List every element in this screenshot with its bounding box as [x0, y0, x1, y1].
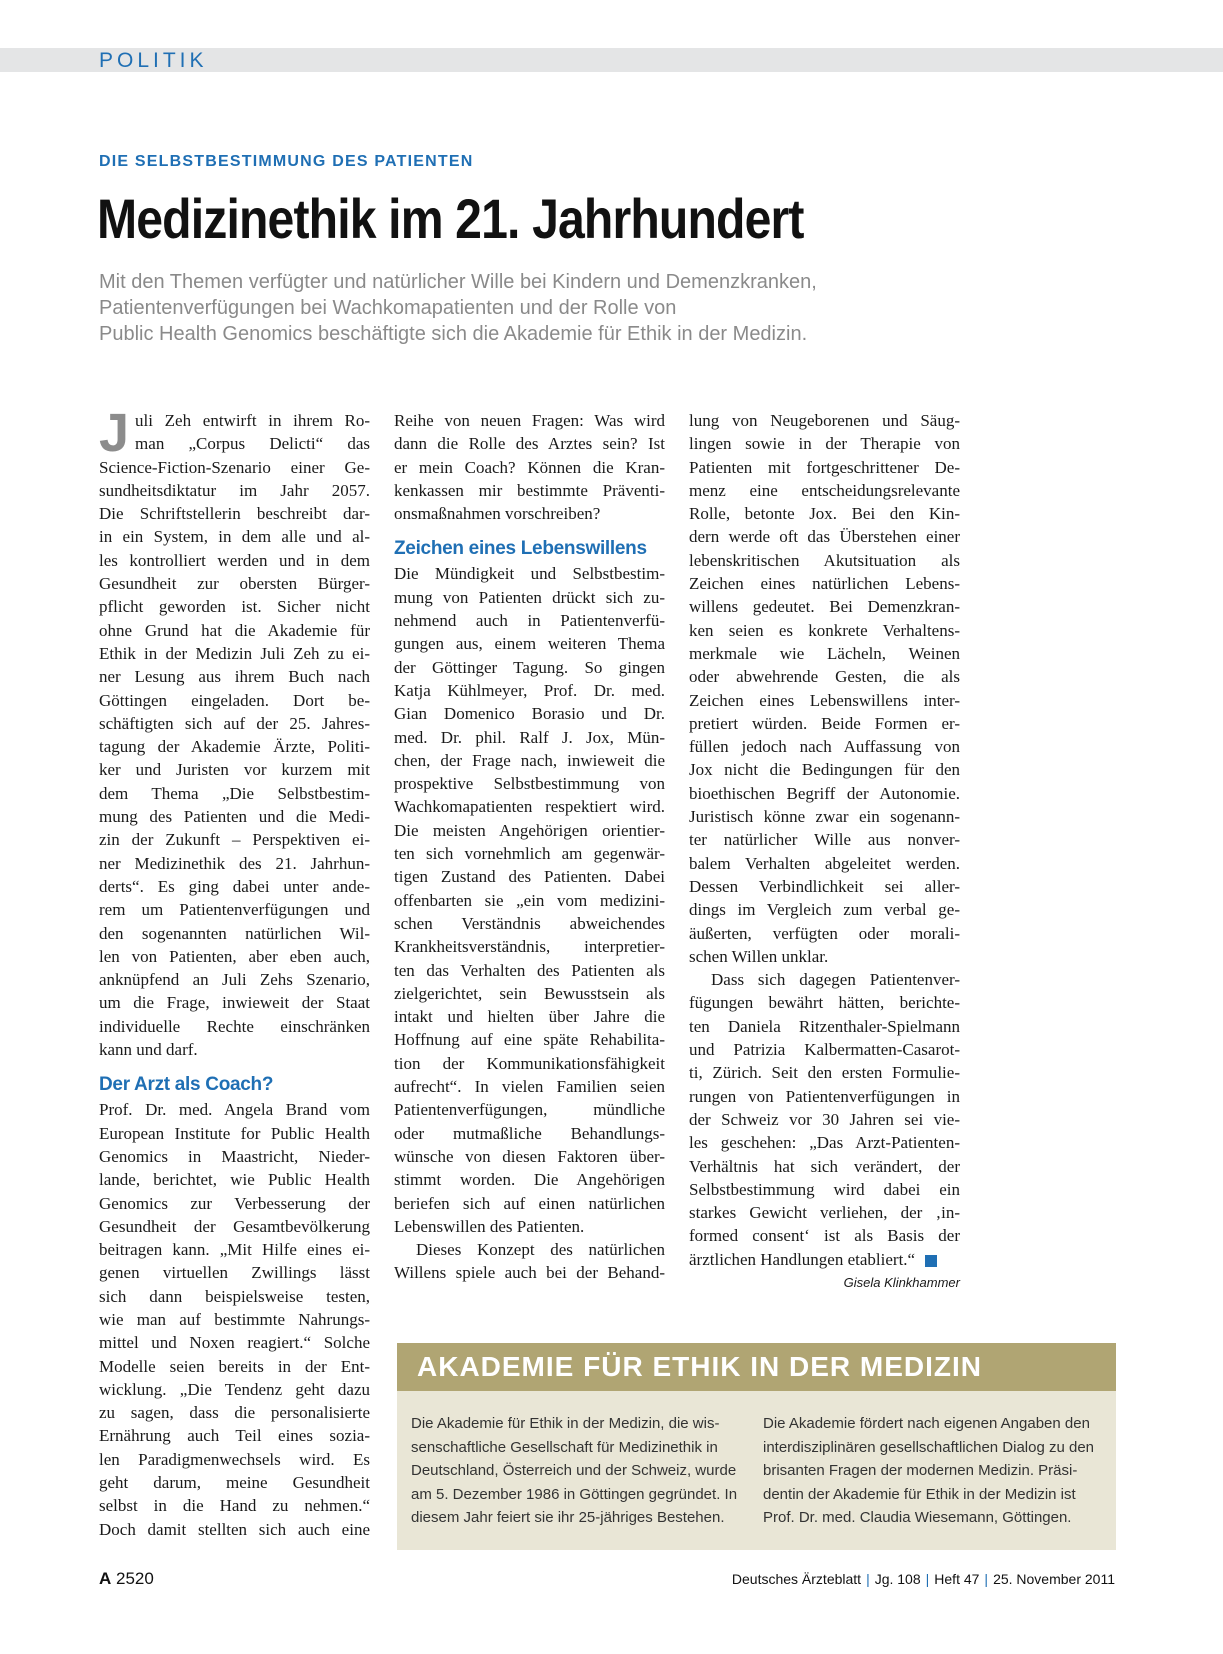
text-line: Gian Domenico Borasio und Dr.: [394, 704, 665, 724]
journal-volume: Jg. 108: [874, 1571, 921, 1587]
footer-citation: [732, 1571, 1115, 1587]
info-box-line: Die Akademie fördert nach eigenen Angaben den: [763, 1415, 1090, 1432]
paragraph-muendigkeit: [394, 562, 665, 1238]
text-line: len Paradigmenwechsels wird. Es: [99, 1449, 370, 1469]
subhead-arzt-als-coach: Der Arzt als Coach?: [99, 1074, 274, 1096]
text-line: Modelle seien bereits in der Ent-: [99, 1356, 370, 1376]
paragraph-coach: [99, 1098, 370, 1541]
text-line: tagung der Akademie Ärzte, Politi-: [99, 737, 370, 757]
article-deck: [99, 269, 1039, 347]
info-box-line: Die Akademie für Ethik in der Medizin, die wis-: [411, 1415, 720, 1432]
text-line: schäftigten sich auf der 25. Jahres-: [99, 713, 370, 733]
text-line: Ethik in der Medizin Juli Zeh zu ei-: [99, 643, 370, 663]
journal-date: 25. November 2011: [993, 1571, 1115, 1587]
section-label: POLITIK: [99, 49, 208, 72]
deck-line: Patientenverfügungen bei Wachkomapatienten und der Rolle von: [99, 297, 677, 319]
text-line: ter natürlicher Wille aus nonver-: [689, 830, 960, 850]
text-line: Göttingen eingeladen. Dort be-: [99, 690, 370, 710]
text-line: und Patrizia Kalbermatten-Casarot-: [689, 1040, 960, 1060]
text-line: onsmaßnahmen vorschreiben?: [394, 504, 601, 524]
text-line: ti, Zürich. Seit den ersten Formulie-: [689, 1063, 960, 1083]
text-line: Genomics zur Verbesserung der: [99, 1193, 370, 1213]
text-line: merkmale wie Lächeln, Weinen: [689, 643, 960, 663]
info-box: [397, 1343, 1116, 1550]
text-line: oder mutmaßliche Behandlungs-: [394, 1123, 665, 1143]
paragraph-schweiz: [689, 968, 960, 1271]
text-line: um die Frage, inwieweit der Staat: [99, 993, 370, 1013]
drop-cap: J: [99, 403, 130, 463]
text-line: Patienten mit fortgeschrittener De-: [689, 457, 960, 477]
text-line: wicklung. „Die Tendenz geht dazu: [99, 1379, 370, 1399]
text-line: ner Medizinethik des 21. Jahrhun-: [99, 853, 370, 873]
text-line: er mein Coach? Können die Kran-: [394, 457, 665, 477]
text-line: sich dann beispielsweise testen,: [99, 1286, 370, 1306]
text-line: wünsche von diesen Faktoren über-: [394, 1146, 665, 1166]
text-line: pretiert würden. Beide Formen er-: [689, 713, 960, 733]
info-box-line: senschaftliche Gesellschaft für Medizinethik in: [411, 1438, 718, 1456]
text-line: lingen sowie in der Therapie von: [689, 434, 960, 454]
text-line: Katja Kühlmeyer, Prof. Dr. med.: [394, 680, 665, 700]
text-line: beriefen sich auf einen natürlichen: [394, 1193, 665, 1213]
text-line: beitragen kann. „Mit Hilfe eines ei-: [99, 1240, 370, 1260]
text-line: Genomics in Maastricht, Nieder-: [99, 1146, 370, 1166]
text-line: les geschehen: „Das Arzt-Patienten-: [689, 1133, 960, 1153]
text-line: Prof. Dr. med. Angela Brand vom: [99, 1100, 370, 1120]
separator: |: [925, 1571, 930, 1587]
text-line: ärztlichen Handlungen etabliert.“: [689, 1249, 916, 1269]
text-line: dem Thema „Die Selbstbestim-: [99, 783, 370, 803]
text-line: Hoffnung auf eine späte Rehabilita-: [394, 1030, 665, 1050]
text-line: dings im Vergleich zum verbal ge-: [689, 900, 960, 920]
text-line: kenkassen mir bestimmte Präventi-: [394, 480, 665, 500]
text-line: lande, berichtet, wie Public Health: [99, 1170, 370, 1190]
text-column-1: [99, 403, 370, 1541]
text-line: anknüpfend an Juli Zehs Szenario,: [99, 970, 370, 990]
text-line: füllen jedoch nach Auffassung von: [689, 737, 960, 757]
text-line: Science-Fiction-Szenario einer Ge-: [99, 457, 370, 477]
text-line: Reihe von neuen Fragen: Was wird: [394, 411, 665, 430]
text-line: European Institute for Public Health: [99, 1123, 370, 1143]
text-line: selbst in die Hand zu nehmen.“: [99, 1496, 370, 1516]
paragraph-intro: [99, 403, 370, 1061]
text-line: genen virtuellen Zwillings lässt: [99, 1263, 370, 1283]
text-line: formed consent‘ ist als Basis der: [689, 1226, 960, 1246]
page-prefix: A: [99, 1569, 112, 1588]
text-line: len von Patienten, aber eben auch,: [99, 946, 370, 966]
text-line: sundheitsdiktatur im Jahr 2057.: [99, 480, 370, 500]
article-headline: Medizinethik im 21. Jahrhundert: [97, 187, 804, 250]
text-line: ohne Grund hat die Akademie für: [99, 620, 370, 640]
text-line: individuelle Rechte einschränken: [99, 1016, 370, 1036]
info-box-line: dentin der Akademie für Ethik in der Medizin ist: [763, 1485, 1076, 1503]
text-line: Die meisten Angehörigen orientier-: [394, 820, 665, 840]
author-signature: Gisela Klinkhammer: [843, 1274, 960, 1290]
info-box-left-text: [411, 1412, 741, 1530]
text-line: schen Willen unklar.: [689, 946, 829, 966]
deck-line: Mit den Themen verfügter und natürlicher Wille bei Kindern und Demenzkranken,: [99, 271, 817, 293]
text-line: oder abwehrende Gesten, die als: [689, 667, 960, 687]
text-line: prospektive Selbstbestimmung von: [394, 774, 665, 794]
text-line: äußerten, verfügten oder morali-: [689, 923, 960, 943]
text-line: fügungen bewährt hätten, berichte-: [689, 993, 960, 1013]
end-mark-icon: [925, 1255, 937, 1267]
text-line: kann und darf.: [99, 1040, 198, 1060]
text-line: mung des Patienten und die Medi-: [99, 807, 370, 827]
text-line: starkes Gewicht verliehen, der ‚in-: [689, 1203, 960, 1223]
article-kicker: DIE SELBSTBESTIMMUNG DES PATIENTEN: [99, 153, 474, 170]
text-line: bioethischen Begriff der Autonomie.: [689, 783, 960, 803]
text-line: lung von Neugeborenen und Säug-: [689, 411, 960, 430]
journal-name: Deutsches Ärzteblatt: [731, 1571, 862, 1587]
text-line: Dass sich dagegen Patientenver-: [711, 970, 960, 990]
text-line: dern werde oft das Überstehen einer: [689, 527, 960, 547]
paragraph-questions: [394, 409, 665, 525]
info-box-header: [397, 1343, 1116, 1391]
text-line: tion der Kommunikationsfähigkeit: [394, 1053, 665, 1073]
text-line: gungen aus, einem weiteren Thema: [394, 634, 665, 654]
text-line: geht darum, meine Gesundheit: [99, 1473, 370, 1493]
text-line: Jox nicht die Bedingungen für den: [689, 760, 960, 780]
text-line: zu sagen, dass die personalisierte: [99, 1403, 370, 1423]
text-line: Zeichen eines natürlichen Lebens-: [689, 574, 960, 594]
text-line: Doch damit stellten sich auch eine: [99, 1519, 370, 1539]
journal-issue: Heft 47: [934, 1571, 980, 1587]
text-line: stimmt worden. Die Angehörigen: [394, 1170, 665, 1190]
text-column-3: [689, 409, 960, 1293]
info-box-right-text: [763, 1412, 1103, 1530]
text-line: Rolle, betonte Jox. Bei den Kin-: [689, 504, 960, 524]
text-column-2: [394, 409, 665, 1285]
info-box-line: diesem Jahr feiert sie ihr 25-jähriges Bestehen.: [411, 1509, 725, 1526]
info-box-line: Deutschland, Österreich und der Schweiz, wurde: [411, 1462, 737, 1479]
text-line: balem Verhalten abgeleitet werden.: [689, 853, 960, 873]
info-box-line: brisanten Fragen der modernen Medizin. Präsi-: [763, 1462, 1078, 1479]
text-line: Ernährung auch Teil eines sozia-: [99, 1426, 370, 1446]
text-line: der Göttinger Tagung. So gingen: [394, 657, 665, 677]
text-line: mung von Patienten drückt sich zu-: [394, 587, 665, 607]
text-line: schen Verständnis abweichendes: [394, 913, 665, 933]
paragraph-konzept: [394, 1238, 665, 1285]
separator: |: [866, 1571, 870, 1587]
text-line: Gesundheit zur obersten Bürger-: [99, 574, 370, 594]
text-line: tigen Zustand des Patienten. Dabei: [394, 867, 665, 887]
page-number: [99, 1569, 154, 1589]
text-line: Lebenswillen des Patienten.: [394, 1216, 585, 1236]
paragraph-behandlung: [689, 409, 960, 968]
text-line: rungen von Patientenverfügungen in: [689, 1086, 960, 1106]
text-line: ker und Juristen vor kurzem mit: [99, 760, 370, 780]
text-line: mittel und Noxen reagiert.“ Solche: [99, 1333, 370, 1353]
text-line: willens gedeutet. Bei Demenzkran-: [689, 597, 960, 617]
text-line: med. Dr. phil. Ralf J. Jox, Mün-: [394, 727, 665, 747]
page-number-value: 2520: [116, 1569, 154, 1588]
text-line: ten sich vornehmlich am gegenwär-: [394, 844, 665, 864]
text-line: Verhältnis hat sich verändert, der: [689, 1156, 960, 1176]
text-line: Dessen Verbindlichkeit sei aller-: [689, 876, 960, 896]
text-line: der Schweiz vor 30 Jahren sei vie-: [689, 1109, 960, 1129]
info-box-line: am 5. Dezember 1986 in Göttingen gegründet. In: [411, 1485, 738, 1503]
text-line: Krankheitsverständnis, interpretier-: [394, 937, 665, 957]
info-box-title: AKADEMIE FÜR ETHIK IN DER MEDIZIN: [417, 1351, 982, 1382]
text-line: Gesundheit der Gesamtbevölkerung: [99, 1216, 370, 1236]
text-line: in ein System, in dem alle und al-: [99, 527, 370, 547]
info-box-line: Prof. Dr. med. Claudia Wiesemann, Göttingen.: [763, 1509, 1072, 1526]
text-line: Willens spiele auch bei der Behand-: [394, 1263, 665, 1283]
text-line: derts“. Es ging dabei unter ande-: [99, 876, 370, 896]
text-line: Die Schriftstellerin beschreibt dar-: [99, 504, 370, 524]
text-line: ken seien es konkrete Verhaltens-: [689, 620, 960, 640]
text-line: man „Corpus Delicti“ das: [135, 434, 370, 454]
text-line: aufrecht“. In vielen Familien seien: [394, 1077, 665, 1097]
text-line: lebenskritischen Akutsituation als: [689, 550, 960, 570]
text-line: les kontrolliert werden und in dem: [99, 550, 370, 570]
text-line: rem um Patientenverfügungen und: [99, 900, 370, 920]
text-line: Patientenverfügungen, mündliche: [394, 1100, 665, 1120]
text-line: pflicht geworden ist. Sicher nicht: [99, 597, 370, 617]
text-line: nehmend auch in Patientenverfü-: [394, 611, 665, 631]
text-line: ten Daniela Ritzenthaler-Spielmann: [689, 1016, 960, 1036]
text-line: dann die Rolle des Arztes sein? Ist: [394, 434, 665, 454]
subhead-lebenswillen: Zeichen eines Lebenswillens: [394, 538, 647, 560]
text-line: Zeichen eines Lebenswillens inter-: [689, 690, 960, 710]
text-line: Wachkomapatienten respektiert wird.: [394, 797, 665, 817]
text-line: Die Mündigkeit und Selbstbestim-: [394, 564, 665, 584]
separator: |: [984, 1571, 989, 1587]
text-line: ten das Verhalten des Patienten als: [394, 960, 665, 980]
text-line: intakt und hielten über Jahre die: [394, 1007, 665, 1027]
text-line: offenbarten sie „ein vom medizini-: [394, 890, 665, 910]
text-line: Dieses Konzept des natürlichen: [416, 1240, 665, 1260]
text-line: chen, der Frage nach, inwieweit die: [394, 750, 665, 770]
text-line: uli Zeh entwirft in ihrem Ro-: [135, 411, 370, 430]
text-line: wie man auf bestimmte Nahrungs-: [99, 1309, 370, 1329]
text-line: menz eine entscheidungsrelevante: [689, 480, 960, 500]
text-line: zin der Zukunft – Perspektiven ei-: [99, 830, 370, 850]
text-line: ner Lesung aus ihrem Buch nach: [99, 667, 370, 687]
info-box-line: interdisziplinären gesellschaftlichen Dialog zu den: [763, 1438, 1095, 1456]
text-line: zielgerichtet, sein Bewusstsein als: [394, 983, 665, 1003]
text-line: Juristisch könne zwar ein sogenann-: [689, 807, 960, 827]
deck-line: Public Health Genomics beschäftigte sich die Akademie für Ethik in der Medizin.: [99, 323, 808, 345]
text-line: den sogenannten natürlichen Wil-: [99, 923, 370, 943]
text-line: Selbstbestimmung wird dabei ein: [689, 1179, 960, 1199]
